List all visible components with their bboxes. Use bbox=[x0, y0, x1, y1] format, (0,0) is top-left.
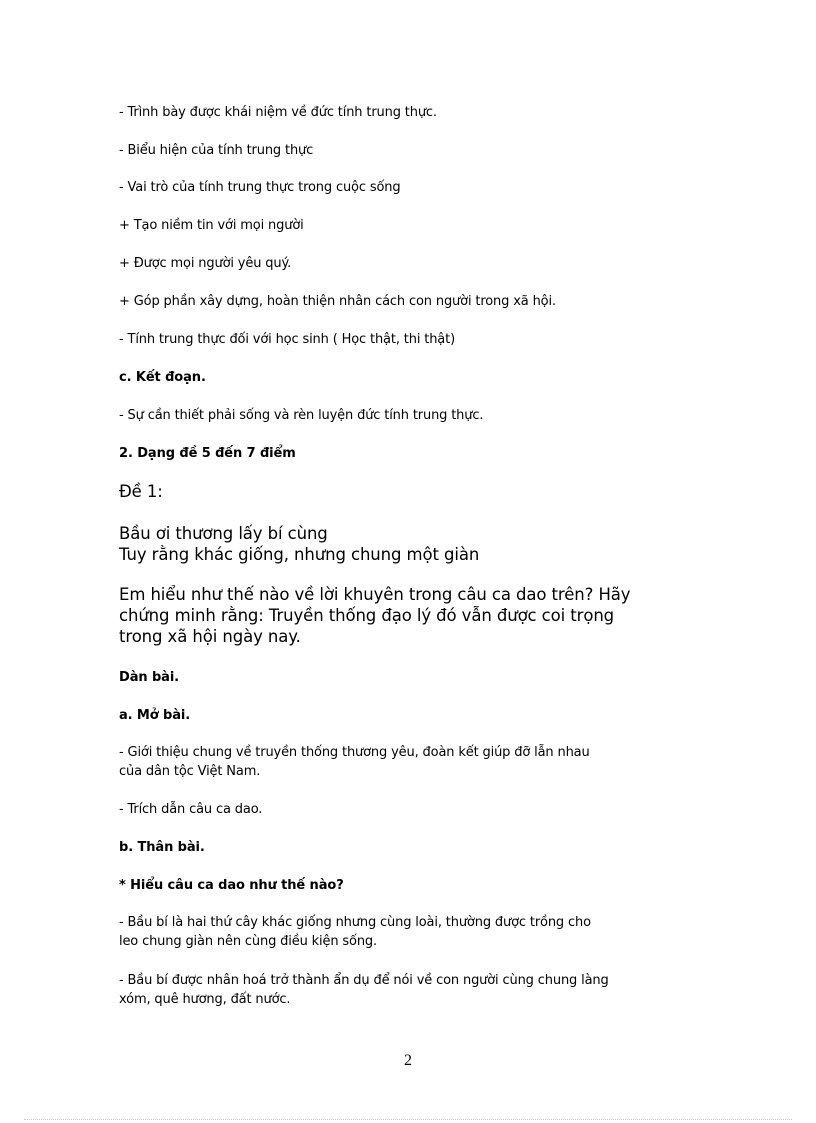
section-heading: b. Thân bài. bbox=[119, 840, 205, 855]
question-line: chứng minh rằng: Truyền thống đạo lý đó vẫn được coi trọng bbox=[119, 606, 615, 625]
poem-line: Tuy rằng khác giống, nhưng chung một giàn bbox=[119, 545, 480, 564]
text-line: leo chung giàn nên cùng điều kiện sống. bbox=[119, 934, 378, 949]
text-line: - Tính trung thực đối với học sinh ( Học thật, thi thật) bbox=[119, 332, 455, 347]
text-line: - Trích dẫn câu ca dao. bbox=[119, 802, 263, 817]
text-line: - Giới thiệu chung về truyền thống thương yêu, đoàn kết giúp đỡ lẫn nhau bbox=[119, 745, 590, 760]
section-heading: c. Kết đoạn. bbox=[119, 370, 206, 385]
text-line: + Góp phần xây dựng, hoàn thiện nhân cách con người trong xã hội. bbox=[119, 294, 556, 309]
text-line: - Sự cần thiết phải sống và rèn luyện đức tính trung thực. bbox=[119, 408, 484, 423]
text-line: + Được mọi người yêu quý. bbox=[119, 256, 292, 271]
section-heading: a. Mở bài. bbox=[119, 708, 191, 723]
text-line: - Bầu bí là hai thứ cây khác giống nhưng cùng loài, thường được trồng cho bbox=[119, 915, 591, 930]
text-line: - Biểu hiện của tính trung thực bbox=[119, 143, 314, 158]
section-heading: 2. Dạng đề 5 đến 7 điểm bbox=[119, 446, 296, 461]
text-line: - Vai trò của tính trung thực trong cuộc sống bbox=[119, 180, 401, 195]
section-heading: * Hiểu câu ca dao như thế nào? bbox=[119, 878, 344, 893]
text-line: của dân tộc Việt Nam. bbox=[119, 764, 261, 779]
text-line: xóm, quê hương, đất nước. bbox=[119, 992, 291, 1007]
text-line: - Trình bày được khái niệm về đức tính trung thực. bbox=[119, 105, 437, 120]
page-bottom-divider bbox=[24, 1119, 792, 1120]
text-line: + Tạo niềm tin với mọi người bbox=[119, 218, 304, 233]
section-heading: Dàn bài. bbox=[119, 670, 180, 685]
poem-line: Bầu ơi thương lấy bí cùng bbox=[119, 524, 328, 543]
question-line: trong xã hội ngày nay. bbox=[119, 627, 301, 646]
question-line: Em hiểu như thế nào về lời khuyên trong câu ca dao trên? Hãy bbox=[119, 585, 631, 604]
text-line: - Bầu bí được nhân hoá trở thành ẩn dụ để nói về con người cùng chung làng bbox=[119, 973, 609, 988]
page-number: 2 bbox=[404, 1052, 412, 1069]
exercise-title: Đề 1: bbox=[119, 482, 163, 501]
